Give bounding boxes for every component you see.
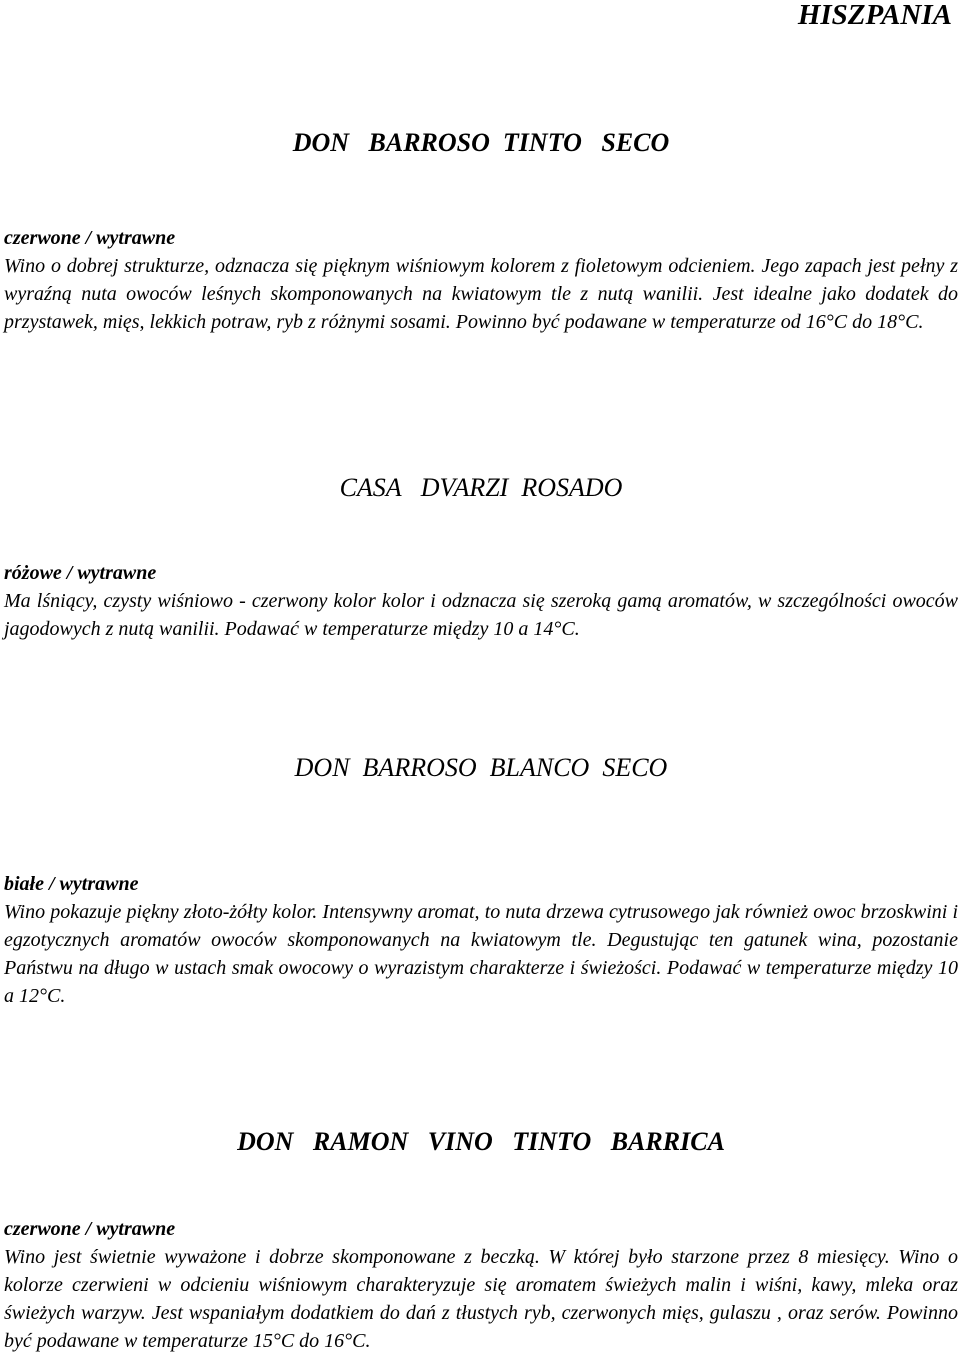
- wine-entry-don-barroso-blanco-seco: [4, 753, 958, 1010]
- wine-type: czerwone / wytrawne: [4, 227, 176, 249]
- wine-description: Wino jest świetnie wyważone i dobrze skomponowane z beczką. W której było starzone przez 8 miesięcy. Wino o kolorze czerwieni w odcieniu wiśniowym charakteryzuje się aromatem świeżych malin i wiśni, kawy, mleka oraz świeżych warzyw. Jest wspaniałym dodatkiem do dań z tłustych ryb, czerwonych mięs, gulaszu , oraz serów. Powinno być podawane w temperaturze 15°C do 16°C.: [4, 1246, 958, 1352]
- wine-entry-casa-dvarzi-rosado: [4, 473, 958, 643]
- wine-description: Wino pokazuje piękny złoto-żółty kolor. Intensywny aromat, to nuta drzewa cytrusowego jak również owoc brzoskwini i egzotycznych aromatów owoców skomponowanych na kwiatowym tle. Degustując ten gatunek wina, pozostanie Państwu na długo w ustach smak owocowy o wyrazistym charakterze i świeżości. Podawać w temperaturze między 10 a 12°C.: [4, 901, 958, 1007]
- wine-description: Ma lśniący, czysty wiśniowo - czerwony kolor kolor i odznacza się szeroką gamą aromatów, w szczególności owoców jagodowych z nutą wanilii. Podawać w temperaturze między 10 a 14°C.: [4, 590, 958, 640]
- wine-type: różowe / wytrawne: [4, 562, 157, 584]
- wine-description: Wino o dobrej strukturze, odznacza się pięknym wiśniowym kolorem z fioletowym odcieniem. Jego zapach jest pełny z wyraźną nuta owoców leśnych skomponowanych na kwiatowym tle z nutą wanilii. Jest idealne jako dodatek do przystawek, mięs, lekkich potraw, ryb z różnymi sosami. Powinno być podawane w temperaturze od 16°C do 18°C.: [4, 255, 958, 333]
- wine-name: CASA DVARZI ROSADO: [339, 473, 623, 502]
- wine-entry-don-ramon-vino-tinto-barrica: [4, 1127, 958, 1355]
- page-title: HISZPANIA: [797, 0, 952, 31]
- wine-name: DON BARROSO TINTO SECO: [292, 128, 670, 157]
- wine-type: białe / wytrawne: [4, 873, 139, 895]
- wine-type: czerwone / wytrawne: [4, 1218, 176, 1240]
- wine-name: DON BARROSO BLANCO SECO: [294, 753, 668, 782]
- wine-name: DON RAMON VINO TINTO BARRICA: [237, 1127, 725, 1156]
- wine-entry-don-barroso-tinto-seco: [4, 128, 958, 336]
